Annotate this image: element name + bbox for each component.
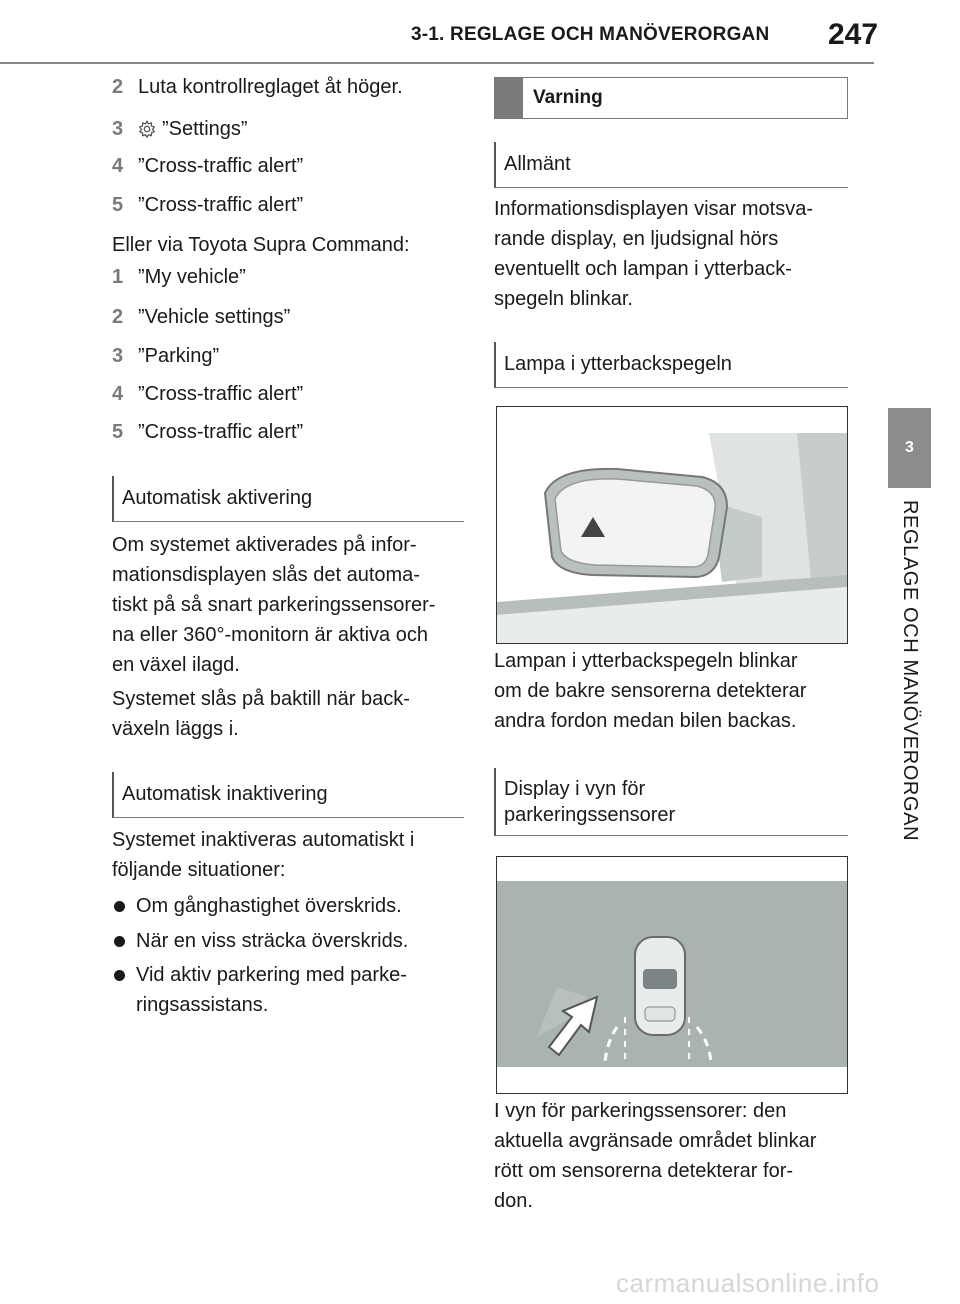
gear-icon xyxy=(138,117,162,147)
mirror-text: Lampan i ytterbackspegeln blinkar om de bakre sensorerna detekterar andra fordon medan bilen backas. xyxy=(494,650,807,732)
step-item: 3 ”Parking” xyxy=(112,345,220,367)
step-item: 2 Luta kontrollreglaget åt höger. xyxy=(112,76,403,98)
warning-label: Varning xyxy=(533,87,603,108)
watermark: carmanualsonline.info xyxy=(616,1268,880,1298)
step-item: 4 ”Cross-traffic alert” xyxy=(112,383,304,405)
chapter-number: 3 xyxy=(905,439,914,456)
mirror-illustration xyxy=(496,406,848,644)
chapter-title: REGLAGE OCH MANÖVERORGAN xyxy=(899,500,921,842)
chapter-tab xyxy=(888,408,931,488)
display-heading: Display i vyn för parkeringssensorer xyxy=(494,768,848,836)
bullet-item: När en viss sträcka överskrids. xyxy=(112,926,408,956)
parking-display-illustration xyxy=(496,856,848,1094)
auto-on-heading: Automatisk aktivering xyxy=(112,476,464,522)
bullet-item: Vid aktiv parkering med parke- ringsassistans. xyxy=(112,960,407,1020)
section-title: 3-1. REGLAGE OCH MANÖVERORGAN xyxy=(411,24,770,45)
step-item: 4 ”Cross-traffic alert” xyxy=(112,155,304,177)
step-item: 3 ”Settings” xyxy=(112,114,248,147)
header-rule xyxy=(0,62,874,64)
bullet-item: Om gånghastighet överskrids. xyxy=(112,891,402,921)
alt-intro: Eller via Toyota Supra Command: xyxy=(112,234,410,256)
display-text: I vyn för parkeringssensorer: den aktuella avgränsade området blinkar rött om sensorerna detekterar for- don. xyxy=(494,1100,817,1212)
page-number: 247 xyxy=(828,18,879,51)
auto-on-text: Om systemet aktiverades på infor- mationsdisplayen slås det automa- tiskt på så snart parkeringssensorer- na eller 360°-monitorn är aktiva och en växel ilagd. xyxy=(112,534,436,676)
auto-on-text-2: Systemet slås på baktill när back- växeln läggs i. xyxy=(112,688,410,740)
warning-box xyxy=(494,77,848,119)
general-text: Informationsdisplayen visar motsva- rande display, en ljudsignal hörs eventuellt och lampan i ytterback- spegeln blinkar. xyxy=(494,198,814,310)
auto-off-intro: Systemet inaktiveras automatiskt i följande situationer: xyxy=(112,829,415,881)
warning-bar xyxy=(495,78,523,118)
step-item: 5 ”Cross-traffic alert” xyxy=(112,194,304,216)
mirror-heading: Lampa i ytterbackspegeln xyxy=(494,342,848,388)
step-item: 2 ”Vehicle settings” xyxy=(112,306,291,328)
auto-off-heading: Automatisk inaktivering xyxy=(112,772,464,818)
general-heading: Allmänt xyxy=(494,142,848,188)
step-item: 1 ”My vehicle” xyxy=(112,266,246,288)
step-item: 5 ”Cross-traffic alert” xyxy=(112,421,304,443)
